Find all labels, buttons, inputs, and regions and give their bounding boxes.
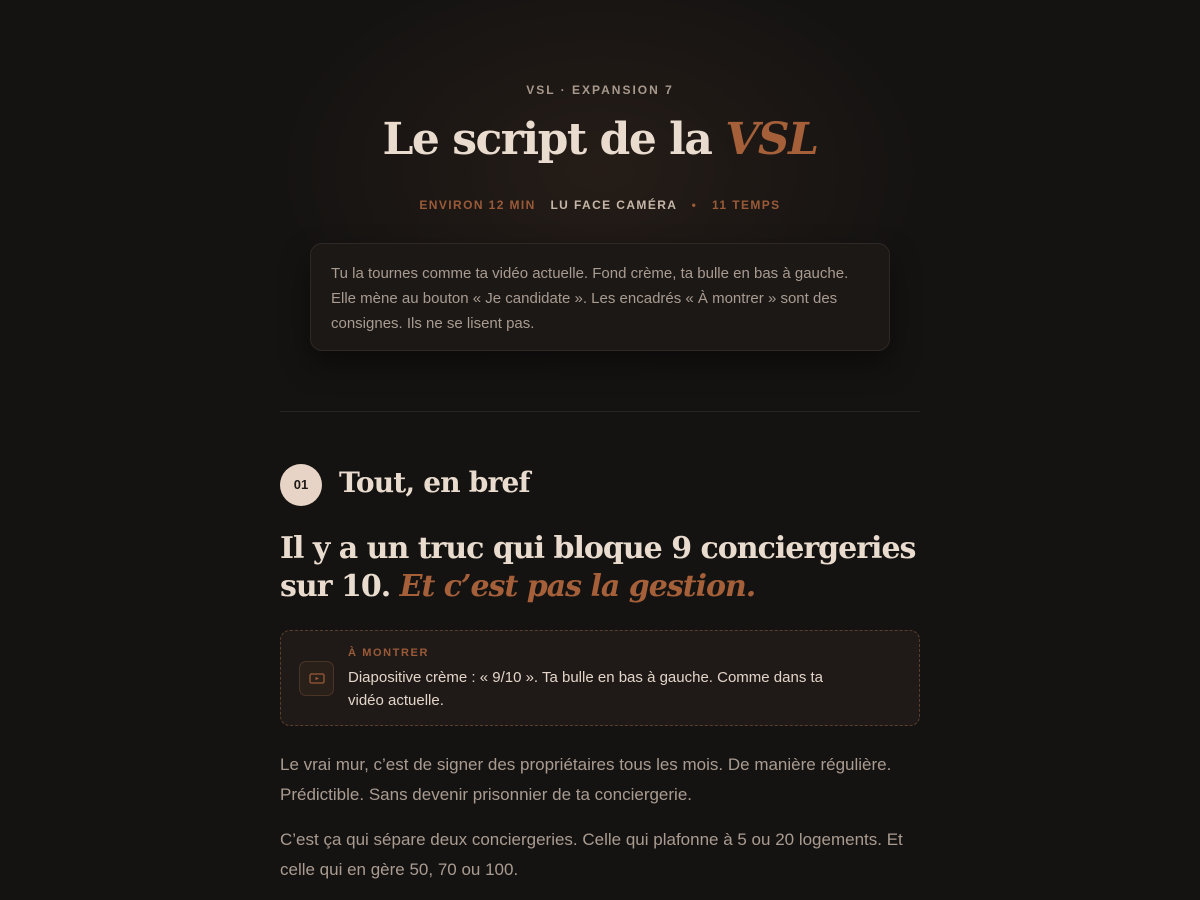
section-headline: [280, 530, 920, 606]
show-label: À MONTRER: [348, 647, 430, 659]
meta-separator: •: [691, 198, 698, 212]
page-title-accent: VSL: [725, 114, 818, 165]
page-title: [280, 114, 920, 165]
eyebrow: VSL · EXPANSION 7: [526, 83, 674, 97]
divider: [280, 411, 920, 412]
meta-line: [280, 198, 920, 212]
page-title-main: Le script de la: [382, 114, 726, 165]
headline-accent: Et c’est pas la gestion.: [399, 569, 756, 604]
show-text: Diapositive crème : « 9/10 ». Ta bulle en bas à gauche. Comme dans ta vidéo actuelle.: [348, 669, 823, 709]
meta-mode: LU FACE CAMÉRA: [550, 198, 677, 212]
intro-note: Tu la tournes comme ta vidéo actuelle. Fond crème, ta bulle en bas à gauche. Elle mène au bouton « Je candidate ». Les encadrés « À montrer » sont des consignes. Ils ne se lisent pas.: [310, 243, 890, 351]
meta-steps: 11 TEMPS: [712, 198, 781, 212]
headline-main: Il y a un truc qui bloque 9 conciergeries sur 10.: [280, 531, 916, 604]
section-title: Tout, en bref: [339, 466, 530, 499]
show-instruction-box: [280, 630, 920, 726]
paragraph: Le vrai mur, c’est de signer des propriétaires tous les mois. De manière régulière. Prédictible. Sans devenir prisonnier de ta conciergerie.: [280, 755, 892, 804]
slide-icon: [299, 661, 334, 696]
paragraph: C’est ça qui sépare deux conciergeries. Celle qui plafonne à 5 ou 20 logements. Et celle qui en gère 50, 70 ou 100.: [280, 830, 903, 879]
meta-duration: ENVIRON 12 MIN: [419, 198, 536, 212]
section-number-badge: 01: [280, 464, 322, 506]
